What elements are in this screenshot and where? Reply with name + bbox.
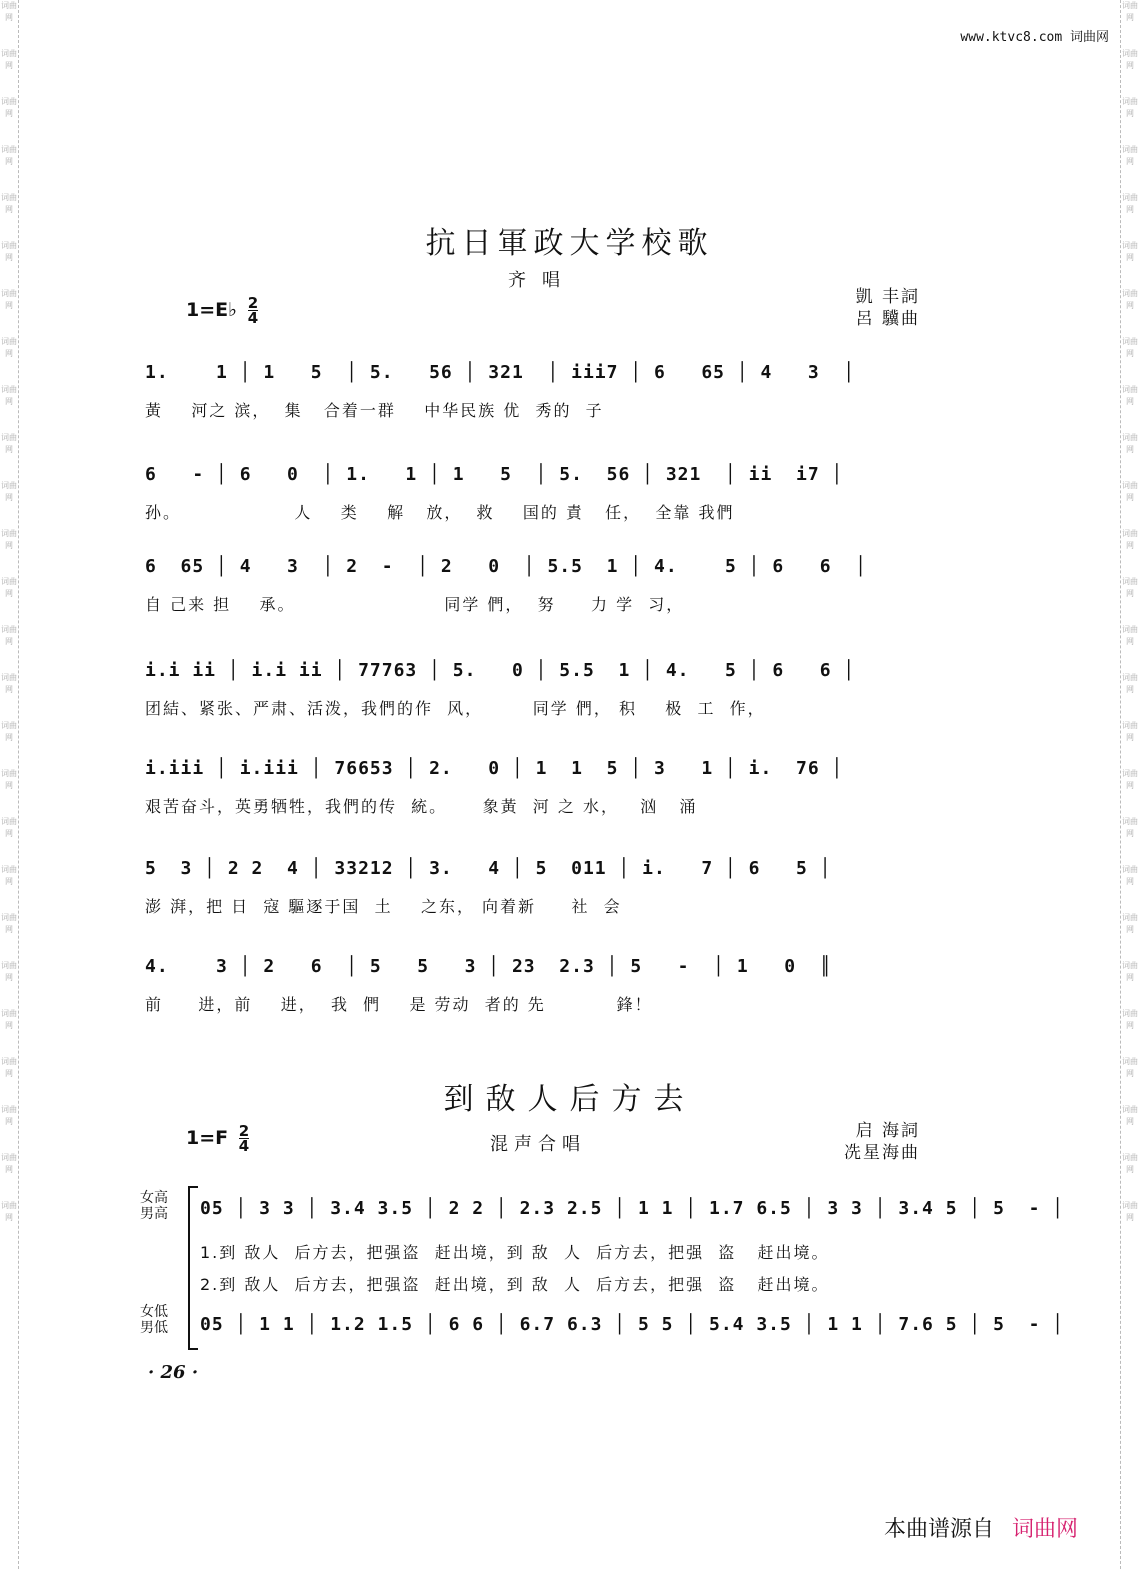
song1-notes-text: 1. 1 │ 1 5 │ 5. 56 │ 321 │ iii7 │ 6 65 │ 4 3 │	[145, 362, 856, 383]
side-watermark-glyph: 词曲网	[1, 49, 17, 70]
song2-time-den: 4	[238, 1137, 250, 1155]
side-watermark-glyph: 词曲网	[1122, 1201, 1138, 1222]
song1-notes-row	[145, 546, 960, 588]
lower-label-1: 女低	[140, 1304, 168, 1320]
song2-key-signature	[186, 1124, 249, 1153]
song1-time-den: 4	[247, 309, 259, 327]
side-watermark-glyph: 词曲网	[1122, 49, 1138, 70]
side-watermark-glyph: 词曲网	[1, 769, 17, 790]
side-watermark-glyph: 词曲网	[1, 673, 17, 694]
song2-subtitle: 混声合唱	[490, 1134, 586, 1155]
side-watermark-glyph: 词曲网	[1, 529, 17, 550]
song2-time-signature	[239, 1124, 249, 1153]
side-watermark-glyph: 词曲网	[1, 721, 17, 742]
side-watermark-glyph: 词曲网	[1122, 337, 1138, 358]
side-watermark-glyph: 词曲网	[1, 481, 17, 502]
side-watermark-glyph: 词曲网	[1, 817, 17, 838]
side-watermark-glyph: 词曲网	[1, 577, 17, 598]
side-watermark-glyph: 词曲网	[1, 865, 17, 886]
side-watermark-glyph: 词曲网	[1122, 577, 1138, 598]
side-watermark-glyph: 词曲网	[1, 961, 17, 982]
side-watermark-glyph: 词曲网	[1, 1057, 17, 1078]
site-watermark: www.ktvc8.com 词曲网	[960, 30, 1109, 45]
song2-credits	[812, 1120, 920, 1164]
song1-lyrics-row: 团結、紧张、严肃、活泼，我們的作 风， 同学 們， 积 极 工 作，	[145, 699, 766, 718]
song1-notes-row	[145, 454, 960, 496]
part-brace	[188, 1186, 198, 1350]
song1-notes-text: 6 - │ 6 0 │ 1. 1 │ 1 5 │ 5. 56 │ 321 │ ii i7 │	[145, 464, 844, 485]
song2-key: 1=F	[186, 1127, 229, 1149]
side-watermark-glyph: 词曲网	[1, 1105, 17, 1126]
lower-part-label	[140, 1304, 168, 1336]
song1-lyrics-row: 黃 河之 滨， 集 合着一群 中华民族 优 秀的 子	[145, 401, 604, 420]
song2-composer: 冼星海曲	[844, 1143, 920, 1163]
side-watermark-glyph: 词曲网	[1122, 193, 1138, 214]
song1-notes-text: 4. 3 │ 2 6 │ 5 5 3 │ 23 2.3 │ 5 - │ 1 0 ║	[145, 956, 832, 977]
side-watermark-glyph: 词曲网	[1, 433, 17, 454]
song2-title: 到敌人后方去	[443, 1082, 696, 1117]
song1-notes-row	[145, 748, 960, 790]
upper-part-label	[140, 1190, 168, 1222]
song1-notes-row	[145, 848, 960, 890]
side-watermark-glyph: 词曲网	[1, 1153, 17, 1174]
side-watermark-glyph: 词曲网	[1122, 1057, 1138, 1078]
side-watermark-glyph: 词曲网	[1, 97, 17, 118]
side-watermark-glyph: 词曲网	[1, 1, 17, 22]
song1-notes-text: 6 65 │ 4 3 │ 2 - │ 2 0 │ 5.5 1 │ 4. 5 │ 6 6 │	[145, 556, 868, 577]
side-watermark-glyph: 词曲网	[1122, 433, 1138, 454]
song1-key-signature	[186, 296, 258, 325]
side-watermark-glyph: 词曲网	[1122, 97, 1138, 118]
side-watermark-glyph: 词曲网	[1, 913, 17, 934]
side-watermark-glyph: 词曲网	[1122, 865, 1138, 886]
song1-composer: 呂 驥曲	[855, 309, 920, 329]
song2-lower-notes	[200, 1304, 1065, 1346]
song1-notes-text: 5 3 │ 2 2 4 │ 33212 │ 3. 4 │ 5 011 │ i. 7 │ 6 5 │	[145, 858, 832, 879]
side-watermark-glyph: 词曲网	[1, 1009, 17, 1030]
source-footer	[884, 1512, 1078, 1543]
side-watermark-glyph: 词曲网	[1122, 289, 1138, 310]
song1-notes-row	[145, 650, 960, 692]
upper-label-2: 男高	[140, 1206, 168, 1222]
side-watermark-glyph: 词曲网	[1122, 1009, 1138, 1030]
source-text: 本曲谱源自	[884, 1517, 995, 1542]
song2-verse1: 1.到 敌人 后方去，把强盗 赶出境，到 敌 人 后方去，把强 盗 赶出境。	[200, 1243, 830, 1262]
side-watermark-glyph: 词曲网	[1122, 1153, 1138, 1174]
side-watermark-glyph: 词曲网	[1122, 721, 1138, 742]
side-watermark-glyph: 词曲网	[1, 1201, 17, 1222]
song1-lyrics-row: 艰苦奋斗，英勇牺牲，我們的传 統。 象黃 河 之 水， 汹 涌	[145, 797, 698, 816]
side-watermark-glyph: 词曲网	[1122, 961, 1138, 982]
side-watermark-glyph: 词曲网	[1122, 481, 1138, 502]
song1-lyricist: 凱 丰詞	[855, 287, 920, 307]
side-watermark-glyph: 词曲网	[1, 289, 17, 310]
song1-notes-text: i.i ii │ i.i ii │ 77763 │ 5. 0 │ 5.5 1 │ 4. 5 │ 6 6 │	[145, 660, 856, 681]
song1-notes-row	[145, 352, 960, 394]
song1-lyrics-row: 孙。 人 类 解 放， 救 国的 責 任， 全靠 我們	[145, 503, 735, 522]
song1-subtitle: 齐唱	[508, 270, 576, 291]
song1-time-num: 2	[247, 294, 259, 312]
song2-upper-notes	[200, 1188, 1065, 1230]
side-watermark-glyph: 词曲网	[1122, 241, 1138, 262]
side-watermark-glyph: 词曲网	[1122, 625, 1138, 646]
song2-lyricist: 启 海詞	[855, 1121, 920, 1141]
song1-notes-text: i.iii │ i.iii │ 76653 │ 2. 0 │ 1 1 5 │ 3 1 │ i. 76 │	[145, 758, 844, 779]
song1-credits	[820, 286, 920, 330]
song1-notes-row	[145, 946, 960, 988]
song1-lyrics-row: 自 己来 担 承。 同学 們， 努 力 学 习，	[145, 595, 685, 614]
song2-upper-notes-text: 05 │ 3 3 │ 3.4 3.5 │ 2 2 │ 2.3 2.5 │ 1 1 │ 1.7 6.5 │ 3 3 │ 3.4 5 │ 5 - │	[200, 1198, 1065, 1219]
song1-key: 1=E♭	[186, 299, 238, 321]
upper-label-1: 女高	[140, 1190, 168, 1206]
side-watermark-glyph: 词曲网	[1122, 673, 1138, 694]
source-brand: 词曲网	[1012, 1517, 1079, 1542]
page-number: · 26 ·	[148, 1362, 199, 1383]
side-watermark-glyph: 词曲网	[1, 193, 17, 214]
song2-verse2: 2.到 敌人 后方去，把强盗 赶出境，到 敌 人 后方去，把强 盗 赶出境。	[200, 1275, 830, 1294]
song1-title: 抗日軍政大学校歌	[425, 226, 714, 261]
side-watermark-glyph: 词曲网	[1122, 1, 1138, 22]
lower-label-2: 男低	[140, 1320, 168, 1336]
side-watermark-glyph: 词曲网	[1, 145, 17, 166]
side-watermark-glyph: 词曲网	[1, 241, 17, 262]
side-watermark-glyph: 词曲网	[1, 625, 17, 646]
side-watermark-glyph: 词曲网	[1, 337, 17, 358]
side-watermark-glyph: 词曲网	[1122, 913, 1138, 934]
song1-lyrics-row: 澎 湃，把 日 寇 驅逐于国 土 之东， 向着新 社 会	[145, 897, 622, 916]
side-watermark-glyph: 词曲网	[1, 385, 17, 406]
side-watermark-glyph: 词曲网	[1122, 817, 1138, 838]
side-watermark-glyph: 词曲网	[1122, 145, 1138, 166]
song1-time-signature	[248, 296, 258, 325]
song1-lyrics-row: 前 进，前 进， 我 們 是 劳动 者的 先 鋒！	[145, 995, 653, 1014]
side-watermark-glyph: 词曲网	[1122, 529, 1138, 550]
song2-lower-notes-text: 05 │ 1 1 │ 1.2 1.5 │ 6 6 │ 6.7 6.3 │ 5 5 │ 5.4 3.5 │ 1 1 │ 7.6 5 │ 5 - │	[200, 1314, 1065, 1335]
song2-time-num: 2	[238, 1122, 250, 1140]
side-watermark-glyph: 词曲网	[1122, 385, 1138, 406]
side-watermark-glyph: 词曲网	[1122, 769, 1138, 790]
side-watermark-glyph: 词曲网	[1122, 1105, 1138, 1126]
